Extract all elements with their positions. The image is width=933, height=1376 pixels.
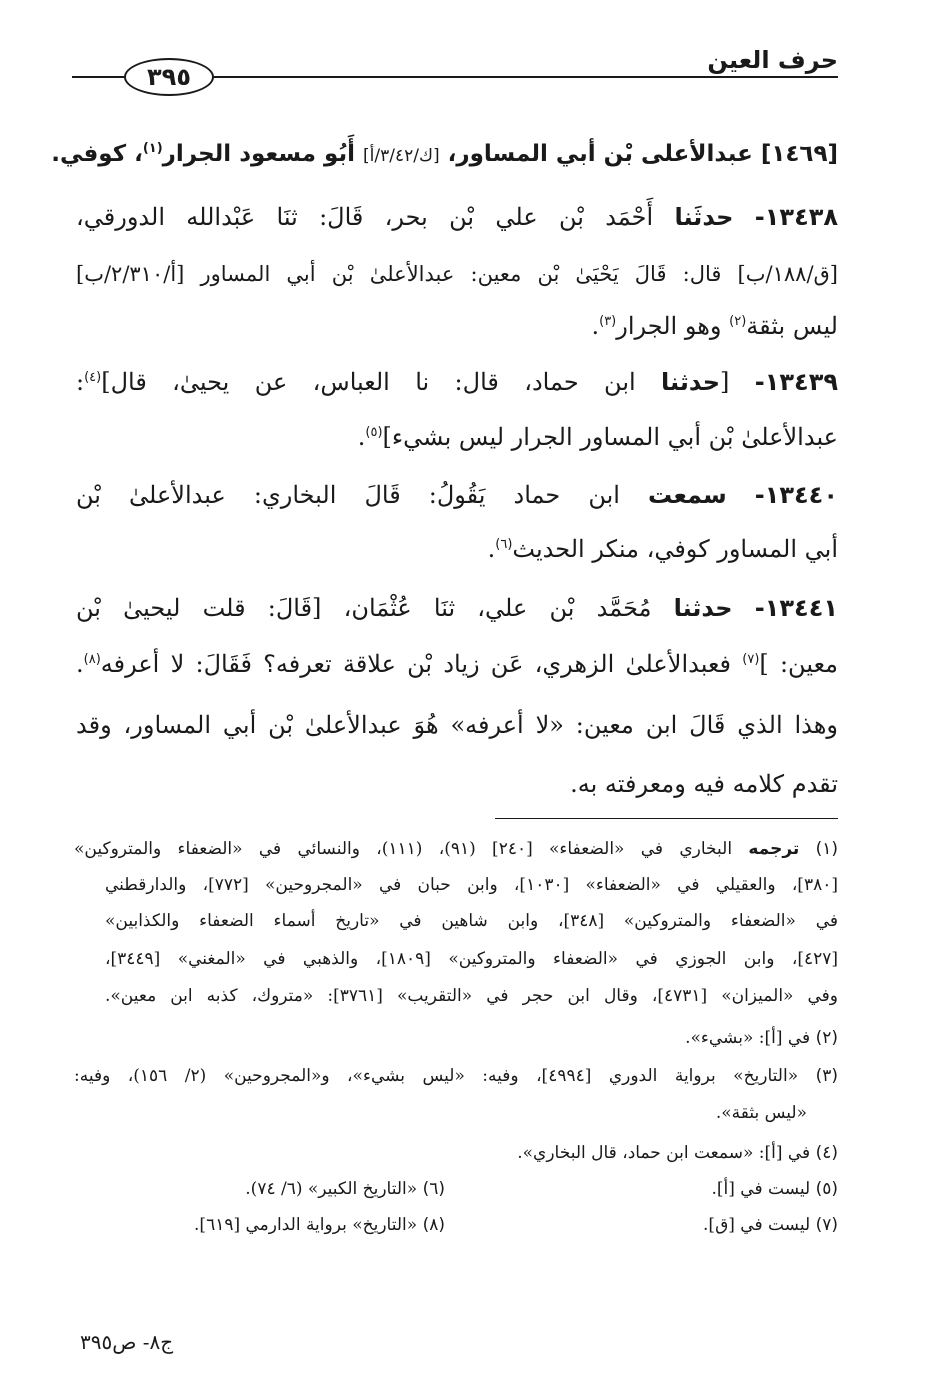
footnote-number: (٣) <box>815 1066 839 1086</box>
narration-number: ١٣٤٣٩- <box>754 368 838 396</box>
commentary-line-2: تقدم كلامه فيه ومعرفته به. <box>570 770 838 798</box>
narration-number: ١٣٤٤٠- <box>754 481 838 509</box>
punctuation: . <box>357 423 366 451</box>
bracket: [ <box>720 368 730 396</box>
footnote-text: «التاريخ» برواية الدارمي [٦١٩]. <box>194 1215 418 1235</box>
volume-page-footer: ج٨- ص٣٩٥ <box>80 1330 174 1354</box>
narration-number: ١٣٤٣٨- <box>754 203 839 231</box>
narration-text: عبدالأعلىٰ بْن أبي المساور الجرار ليس بشيء] <box>382 423 838 451</box>
commentary-line-1: وهذا الذي قَالَ ابن معين: «لا أعرفه» هُوَ عبدالأعلىٰ بْن أبي المساور، وقد <box>76 711 838 739</box>
footnote-1-line-4: [٤٢٧]، وابن الجوزي في «الضعفاء والمتروكين» [١٨٠٩]، والذهبي في «المغني» [٣٤٤٩]، <box>105 949 838 969</box>
narration-text: وهو الجرار <box>616 312 722 340</box>
footnote-1-line-5: وفي «الميزان» [٤٧٣١]، وقال ابن حجر في «التقريب» [٣٧٦١]: «متروك، كذبه ابن معين». <box>105 986 839 1006</box>
entry-name: عبدالأعلى بْن أبي المساور، <box>447 141 753 167</box>
footnote-6 <box>245 1181 445 1198</box>
entry-manuscript-ref: [ك/٣/٤٢/أ] <box>363 146 440 166</box>
narration-text: فعبدالأعلىٰ الزهري، عَن زياد بْن علاقة تعرفه؟ فَقَالَ: لا أعرفه <box>100 650 732 678</box>
paragraph-13441-line-2 <box>76 652 838 676</box>
footnote-2 <box>685 1030 838 1047</box>
narration-keyword: حدثنا <box>673 594 733 622</box>
narration-text: ابن حماد، قال: نا العباس، عن يحيىٰ، قال] <box>101 368 636 396</box>
footnote-marker: (٢) <box>729 314 747 329</box>
narration-keyword: سمعت <box>648 481 727 509</box>
footnote-text: ليست في [ق]. <box>703 1215 811 1235</box>
footnote-3-line-2: «ليس بثقة». <box>715 1103 807 1123</box>
footnote-4 <box>517 1145 838 1162</box>
page-number-oval <box>124 58 214 96</box>
footnote-text: «التاريخ» برواية الدوري [٤٩٩٤]، وفيه: «ليس بشيء»، و«المجروحين» (٢/ ١٥٦)، وفيه: <box>74 1066 799 1086</box>
paragraph-13438-line-3 <box>591 314 838 338</box>
footnote-keyword: ترجمه <box>748 839 800 859</box>
paragraph-13438-line-2: [ق/١٨٨/ب] قال: قَالَ يَحْيَىٰ بْن معين: عبدالأعلىٰ بْن أبي المساور [أ/٢/٣١٠/ب] <box>76 262 838 286</box>
narration-text: مُحَمَّد بْن علي، ثنَا عُثْمَان، [قَالَ: قلت ليحيىٰ بْن <box>76 594 652 622</box>
entry-tail: ، كوفي. <box>51 141 143 167</box>
narration-text: أَحْمَد بْن علي بْن بحر، قَالَ: ثنَا عَبْدالله الدورقي، <box>76 203 654 231</box>
punctuation: . <box>487 535 496 563</box>
narration-text: أبي المساور كوفي، منكر الحديث <box>512 535 838 563</box>
running-header-title: حرف العين <box>707 46 838 74</box>
paragraph-13439-line-1 <box>76 370 838 394</box>
footnote-marker: (٧) <box>742 652 760 667</box>
footnote-1-line-2: [٣٨٠]، والعقيلي في «الضعفاء» [١٠٣٠]، وابن حبان في «المجروحين» [٧٧٢]، والدارقطني <box>105 875 838 895</box>
footnote-text: «التاريخ الكبير» (٦/ ٧٤). <box>245 1179 418 1199</box>
footnote-3-line-1 <box>74 1068 838 1085</box>
narration-keyword: حدثنا <box>661 368 721 396</box>
footnote-number: (٦) <box>422 1179 445 1199</box>
footnote-5 <box>712 1181 839 1198</box>
narration-text: معين: ] <box>759 650 839 678</box>
paragraph-13440-line-1 <box>76 483 838 507</box>
punctuation: : <box>76 368 85 396</box>
footnote-marker: (٤) <box>84 370 102 385</box>
footnote-number: (٥) <box>815 1179 838 1199</box>
footnote-text: ليست في [أ]. <box>711 1179 811 1199</box>
paragraph-13441-line-1 <box>76 596 838 620</box>
footnote-number: (٧) <box>815 1215 838 1235</box>
footnote-number: (٤) <box>815 1143 838 1163</box>
entry-number: [١٤٦٩] <box>760 141 838 167</box>
footnote-text: البخاري في «الضعفاء» [٢٤٠] (٩١)، (١١١)، والنسائي في «الضعفاء والمتروكين» <box>74 839 733 859</box>
footnote-number: (٨) <box>422 1215 445 1235</box>
footnote-text: في [أ]: «سمعت ابن حماد، قال البخاري». <box>517 1143 811 1163</box>
footnote-marker: (٨) <box>83 652 101 667</box>
footnote-number: (١) <box>815 839 839 859</box>
narration-text: ليس بثقة <box>746 312 838 340</box>
punctuation: . <box>76 650 84 678</box>
footnote-7 <box>703 1217 838 1234</box>
entry-kunya: أَبُو مسعود الجرار <box>162 141 355 167</box>
footnote-marker: (٥) <box>365 425 383 440</box>
footnote-text: في [أ]: «بشيء». <box>685 1028 811 1048</box>
paragraph-13440-line-2 <box>488 537 838 561</box>
footnote-1-line-1 <box>74 841 838 858</box>
paragraph-13438-line-1 <box>76 205 838 229</box>
narration-keyword: حدثَنا <box>674 203 734 231</box>
footnote-number: (٢) <box>815 1028 838 1048</box>
narration-number: ١٣٤٤١- <box>754 594 838 622</box>
page-number: ٣٩٥ <box>147 63 191 91</box>
footnote-8 <box>194 1217 445 1234</box>
footnote-separator <box>495 818 838 819</box>
footnote-marker: (٦) <box>495 537 513 552</box>
narration-text: ابن حماد يَقُولُ: قَالَ البخاري: عبدالأعلىٰ بْن <box>76 481 620 509</box>
footnote-marker: (١) <box>142 141 163 156</box>
paragraph-13439-line-2 <box>358 425 838 449</box>
punctuation: . <box>591 312 600 340</box>
entry-heading <box>51 141 838 167</box>
footnote-marker: (٣) <box>599 314 617 329</box>
footnote-1-line-3: في «الضعفاء والمتروكين» [٣٤٨]، وابن شاهين في «تاريخ أسماء الضعفاء والكذابين» <box>105 911 838 931</box>
